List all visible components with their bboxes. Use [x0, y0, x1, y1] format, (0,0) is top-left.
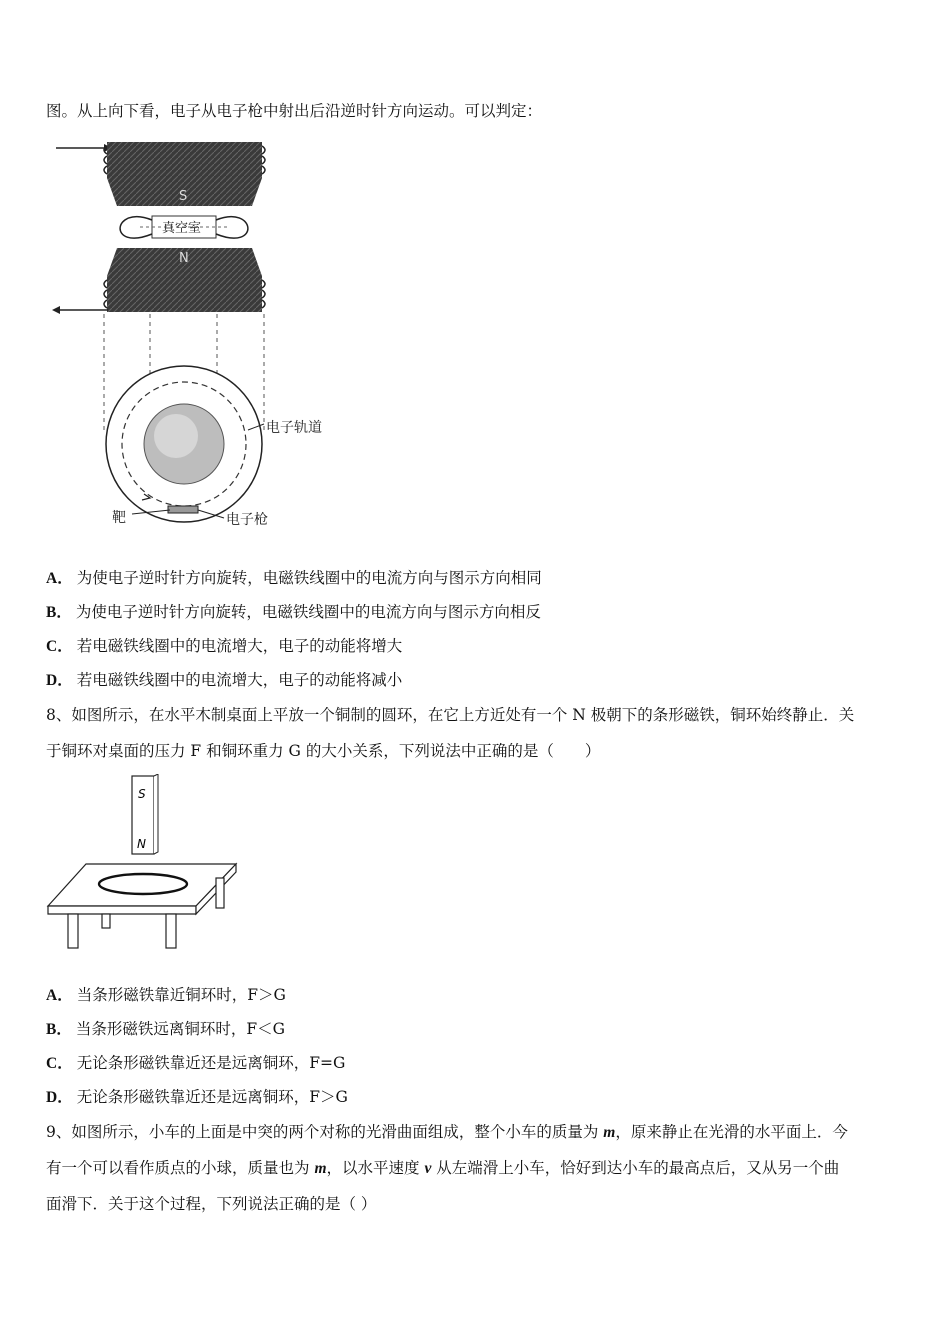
- pole-n-label: N: [179, 251, 189, 266]
- q7-option-d: D． 若电磁铁线圈中的电流增大，电子的动能将减小: [46, 671, 403, 689]
- orbit-label: 电子轨道: [266, 420, 322, 436]
- q8-stem-line2: 于铜环对桌面的压力 F 和铜环重力 G 的大小关系，下列说法中正确的是（ ）: [46, 742, 601, 760]
- intro-text: 图。从上向下看，电子从电子枪中射出后沿逆时针方向运动。可以判定：: [46, 102, 543, 120]
- q9-stem-line1: 9、如图所示，小车的上面是中突的两个对称的光滑曲面组成，整个小车的质量为 m，原来静止在光滑的水平面上．今: [46, 1123, 848, 1141]
- q9-stem-line2: 有一个可以看作质点的小球，质量也为 m，以水平速度 v 从左端滑上小车，恰好到达小车的最高点后，又从另一个曲: [46, 1159, 840, 1177]
- betatron-figure: [52, 134, 342, 529]
- q8-option-b: B． 当条形磁铁远离铜环时，F＜G: [46, 1020, 285, 1038]
- q7-option-a: A． 为使电子逆时针方向旋转，电磁铁线圈中的电流方向与图示方向相同: [46, 569, 542, 587]
- q8-option-a: A． 当条形磁铁靠近铜环时，F＞G: [46, 986, 286, 1004]
- current-arrow-out-icon: [52, 306, 108, 314]
- magnet-n-label: N: [137, 837, 146, 851]
- q7-option-c: C． 若电磁铁线圈中的电流增大，电子的动能将增大: [46, 637, 403, 655]
- q8-stem-line1: 8、如图所示，在水平木制桌面上平放一个铜制的圆环，在它上方近处有一个 N 极朝下的条形磁铁，铜环始终静止．关: [46, 706, 855, 724]
- magnet-table-figure: [46, 774, 241, 954]
- vacuum-label: 真空室: [162, 221, 202, 236]
- target-label: 靶: [112, 510, 126, 526]
- q8-option-d: D． 无论条形磁铁靠近还是远离铜环，F＞G: [46, 1088, 348, 1106]
- pole-s-label: S: [179, 189, 188, 204]
- orbit-ring: [106, 366, 262, 522]
- q7-option-b: B． 为使电子逆时针方向旋转，电磁铁线圈中的电流方向与图示方向相反: [46, 603, 541, 621]
- q9-stem-line3: 面滑下．关于这个过程，下列说法正确的是（ ）: [46, 1195, 377, 1213]
- q8-option-c: C． 无论条形磁铁靠近还是远离铜环，F=G: [46, 1054, 346, 1072]
- magnet-s-label: S: [138, 787, 146, 801]
- wooden-table: [48, 864, 236, 948]
- gun-label: 电子枪: [226, 512, 268, 528]
